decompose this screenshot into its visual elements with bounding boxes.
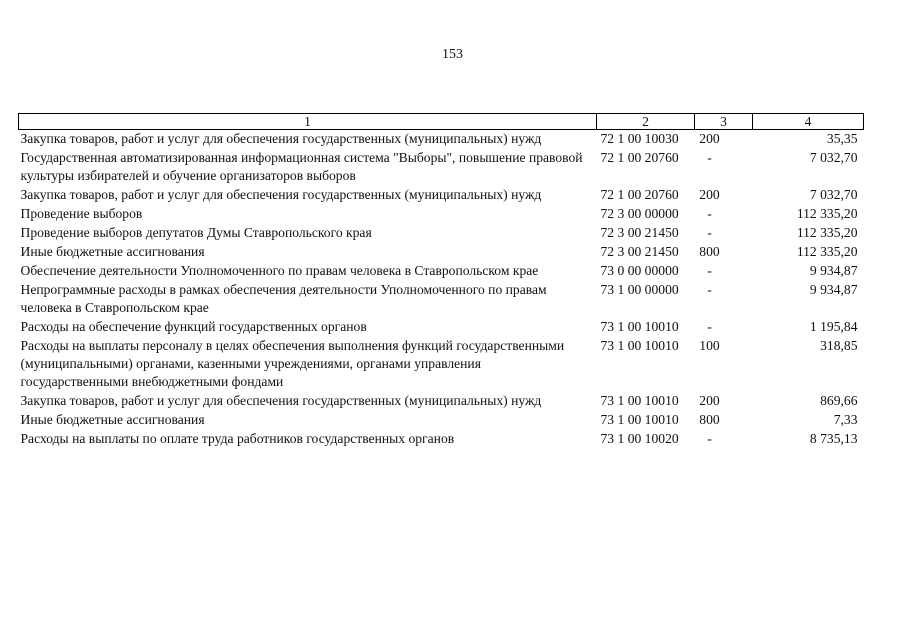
row-sum: 7 032,70 xyxy=(809,187,858,202)
row-code: 73 1 00 10010 xyxy=(600,412,679,427)
table-row xyxy=(19,411,864,430)
row-code: 72 3 00 21450 xyxy=(600,244,679,259)
row-expense-type: - xyxy=(707,431,712,446)
row-sum: 112 335,20 xyxy=(796,244,858,259)
row-code: 73 0 00 00000 xyxy=(600,263,679,278)
row-expense-type: 800 xyxy=(699,412,720,427)
header-col-4: 4 xyxy=(753,114,864,130)
table-row xyxy=(19,318,864,337)
row-sum: 7,33 xyxy=(833,412,858,427)
table-header xyxy=(19,114,864,130)
header-col-2: 2 xyxy=(597,114,695,130)
row-sum: 1 195,84 xyxy=(809,319,858,334)
row-expense-type: - xyxy=(707,225,712,240)
row-sum: 869,66 xyxy=(820,393,858,408)
row-name: Расходы на выплаты по оплате труда работников государственных органов xyxy=(20,431,455,446)
row-name: Проведение выборов xyxy=(20,206,143,221)
table-row xyxy=(19,392,864,411)
row-code: 72 3 00 00000 xyxy=(600,206,679,221)
row-expense-type: 200 xyxy=(699,393,720,408)
table-row xyxy=(19,281,864,318)
header-col-1: 1 xyxy=(19,114,597,130)
row-name: Проведение выборов депутатов Думы Ставропольского края xyxy=(20,225,372,240)
row-name: Обеспечение деятельности Уполномоченного по правам человека в Ставропольском крае xyxy=(20,263,539,278)
row-name: Закупка товаров, работ и услуг для обеспечения государственных (муниципальных) нужд xyxy=(20,131,542,146)
row-name: Государственная автоматизированная информационная система "Выборы", повышение правовой культуры избирателей и обучение организаторов выборов xyxy=(20,150,583,183)
row-sum: 318,85 xyxy=(820,338,858,353)
page-number: 153 xyxy=(442,47,463,62)
table-row xyxy=(19,243,864,262)
budget-table xyxy=(18,113,864,449)
row-expense-type: 200 xyxy=(699,131,720,146)
header-row xyxy=(19,114,864,130)
table-row xyxy=(19,224,864,243)
row-name: Расходы на обеспечение функций государственных органов xyxy=(20,319,367,334)
row-code: 72 1 00 20760 xyxy=(600,187,679,202)
table-row xyxy=(19,130,864,150)
row-expense-type: 100 xyxy=(699,338,720,353)
row-name: Непрограммные расходы в рамках обеспечения деятельности Уполномоченного по правам человека в Ставропольском крае xyxy=(20,282,547,315)
row-expense-type: 800 xyxy=(699,244,720,259)
row-code: 72 1 00 20760 xyxy=(600,150,679,165)
row-expense-type: 200 xyxy=(699,187,720,202)
row-code: 73 1 00 10010 xyxy=(600,319,679,334)
row-code: 73 1 00 10020 xyxy=(600,431,679,446)
row-name: Иные бюджетные ассигнования xyxy=(20,244,205,259)
row-name: Закупка товаров, работ и услуг для обеспечения государственных (муниципальных) нужд xyxy=(20,187,542,202)
table-row xyxy=(19,262,864,281)
row-expense-type: - xyxy=(707,282,712,297)
table-row xyxy=(19,337,864,392)
row-code: 73 1 00 00000 xyxy=(600,282,679,297)
row-sum: 8 735,13 xyxy=(809,431,858,446)
table-row xyxy=(19,430,864,449)
row-sum: 35,35 xyxy=(826,131,858,146)
row-code: 72 3 00 21450 xyxy=(600,225,679,240)
row-code: 73 1 00 10010 xyxy=(600,338,679,353)
row-expense-type: - xyxy=(707,150,712,165)
row-sum: 9 934,87 xyxy=(809,263,858,278)
row-name: Расходы на выплаты персоналу в целях обеспечения выполнения функций государственными (муниципальными) органами, казенными учреждениями, органами управления государственными внебюджетными фондами xyxy=(20,338,565,389)
table-row xyxy=(19,149,864,186)
table-row xyxy=(19,205,864,224)
header-col-3: 3 xyxy=(695,114,753,130)
row-expense-type: - xyxy=(707,319,712,334)
row-name: Иные бюджетные ассигнования xyxy=(20,412,205,427)
row-sum: 9 934,87 xyxy=(809,282,858,297)
row-code: 72 1 00 10030 xyxy=(600,131,679,146)
row-expense-type: - xyxy=(707,206,712,221)
row-expense-type: - xyxy=(707,263,712,278)
row-sum: 112 335,20 xyxy=(796,206,858,221)
row-sum: 7 032,70 xyxy=(809,150,858,165)
row-code: 73 1 00 10010 xyxy=(600,393,679,408)
table-row xyxy=(19,186,864,205)
row-sum: 112 335,20 xyxy=(796,225,858,240)
row-name: Закупка товаров, работ и услуг для обеспечения государственных (муниципальных) нужд xyxy=(20,393,542,408)
